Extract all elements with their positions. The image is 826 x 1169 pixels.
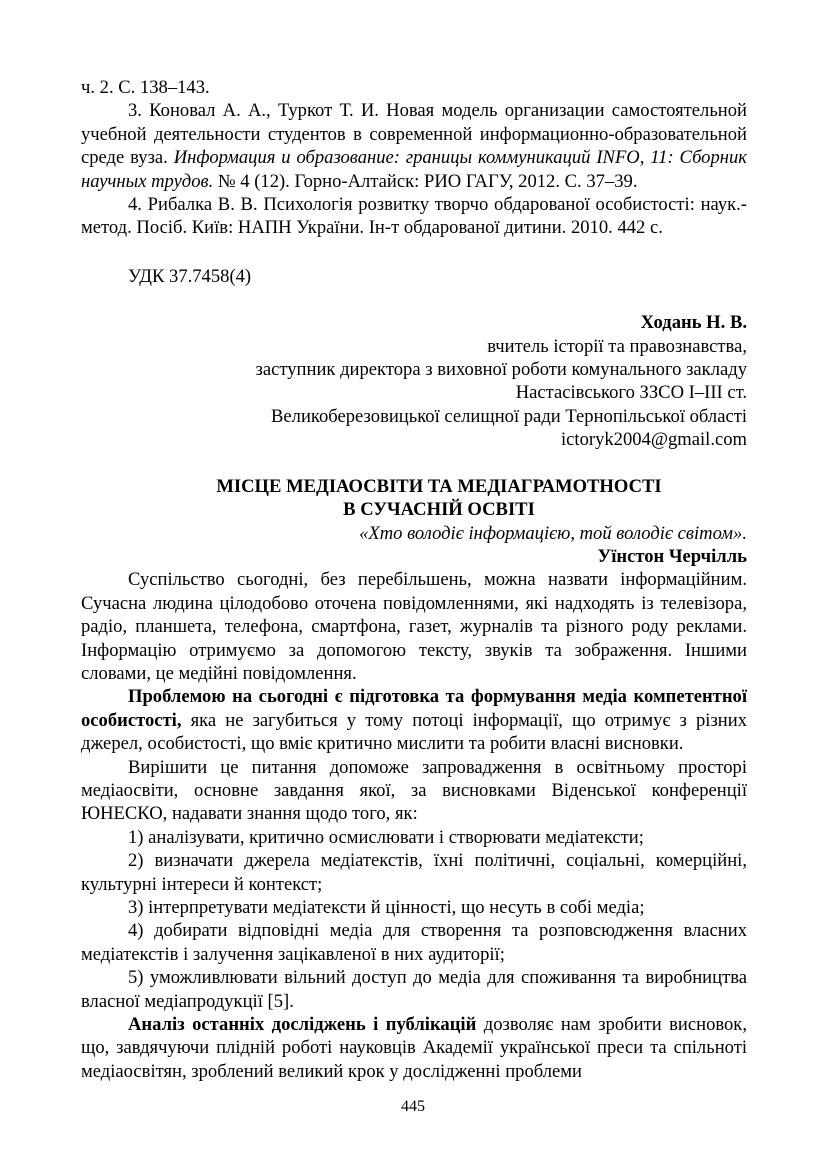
author-name: Ходань Н. В.: [640, 312, 747, 334]
author-school: Настасівського ЗЗСО І–ІІІ ст.: [515, 382, 747, 404]
article-title-line-2: В СУЧАСНІЙ ОСВІТІ: [343, 499, 535, 521]
reference-3-end: № 4 (12). Горно-Алтайск: РИО ГАГУ, 2012. С. 37–39.: [213, 170, 638, 192]
author-council: Великоберезовицької селищної ради Тернопільської області: [271, 405, 747, 427]
list-item-3: 3) інтерпретувати медіатексти й цінності, що несуть в собі медіа;: [128, 897, 645, 918]
paragraph-1: Суспільство сьогодні, без перебільшень, можна назвати інформаційним. Сучасна людина цілодобово оточена повідомленнями, які надходять із телевізора, радіо, планшета, телефона, смартфона, газет, журналів та різного роду реклами. Інформацію отримуємо за допомогою тексту, звуків та зображення. Іншими словами, це медійні повідомлення.: [81, 569, 747, 684]
paragraph-3: Вирішити це питання допоможе запровадження в освітньому просторі медіаосвіти, основне завдання якої, за висновками Віденської конференції ЮНЕСКО, надавати знання щодо того, як:: [81, 756, 747, 825]
udk-code: УДК 37.7458(4): [128, 265, 252, 287]
reference-3-text: 3. Коновал А. А., Туркот Т. И. Новая модель организации самостоятельной учебной деятельности студентов в современной информационно-образовательной среде вуза.: [81, 100, 747, 169]
paragraph-4-text: дозволяє нам зробити висновок, що, завдячуючи плідній роботі науковців Академії української преси та спільноті медіаосвітян, зроблений великий крок у дослідженні проблеми: [81, 1014, 747, 1082]
list-item-2: 2) визначати джерела медіатекстів, їхні політичні, соціальні, комерційні, культурні інтереси й контекст;: [81, 850, 747, 895]
epigraph: «Хто володіє інформацією, той володіє світом».: [359, 522, 747, 544]
paragraph-4: [81, 1013, 747, 1083]
epigraph-author: Уїнстон Черчілль: [597, 545, 747, 567]
paragraph-2-lead: Проблемою на сьогодні є підготовка та формування медіа компетентної особистості,: [81, 686, 747, 731]
list-item-4: 4) добирати відповідні медіа для створення та розповсюдження власних медіатекстів і залучення зацікавленої в них аудиторії;: [81, 920, 747, 965]
reference-4: 4. Рибалка В. В. Психологія розвитку творчо обдарованої особистості: наук.-метод. Посіб. Київ: НАПН України. Ін-т обдарованої дитини. 2010. 442 с.: [81, 194, 747, 239]
reference-3-source: Информация и образование: границы коммуникаций INFO, 11: Сборник научных трудов.: [81, 147, 747, 192]
page-number: 445: [401, 1098, 425, 1115]
list-item-1: 1) аналізувати, критично осмислювати і створювати медіатексти;: [128, 826, 644, 848]
reference-3: [81, 99, 747, 193]
reference-2-tail: ч. 2. С. 138–143.: [81, 77, 210, 98]
author-email: ictoryk2004@gmail.com: [561, 429, 747, 451]
author-role: заступник директора з виховної роботи комунального закладу: [255, 359, 747, 381]
list-item-5: 5) уможливлювати вільний доступ до медіа для споживання та виробництва власної медіапродукції [5].: [81, 967, 747, 1012]
paragraph-4-lead: Аналіз останніх досліджень і публікацій: [128, 1014, 477, 1036]
author-position: вчитель історії та правознавства,: [487, 335, 747, 357]
document-page: [81, 76, 747, 1083]
paragraph-2: [81, 685, 747, 755]
paragraph-2-text: яка не загубиться у тому потоці інформації, що отримує з різних джерел, особистості, що вміє критично мислити та робити власні висновки.: [81, 709, 747, 755]
article-title-line-1: МІСЦЕ МЕДІАОСВІТИ ТА МЕДІАГРАМОТНОСТІ: [216, 475, 662, 497]
